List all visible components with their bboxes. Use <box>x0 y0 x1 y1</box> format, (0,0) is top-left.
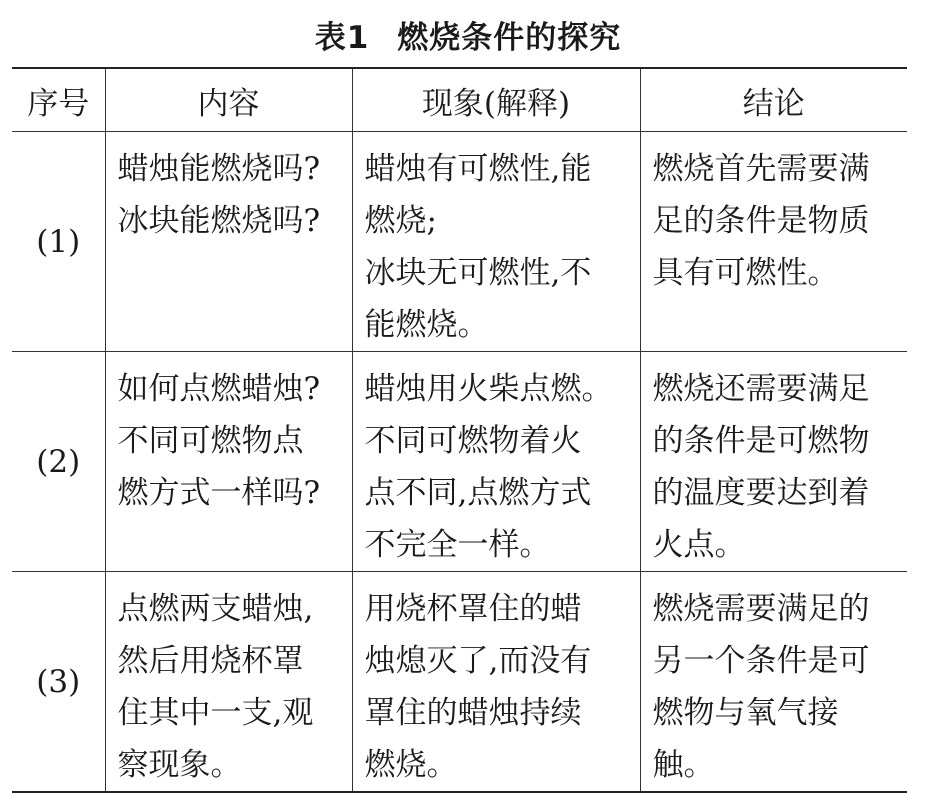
row-index: (1) <box>12 132 105 352</box>
content-cell <box>105 572 352 793</box>
combustion-table <box>12 67 907 793</box>
cell-line: 烛熄灭了,而没有 <box>364 643 592 679</box>
cell-line: 蜡烛有可燃性,能 <box>364 151 592 187</box>
cell-line: 燃物与氧气接 <box>652 695 839 731</box>
content-cell <box>105 132 352 352</box>
row-index: (2) <box>12 352 105 572</box>
header-phenomenon: 现象(解释) <box>352 68 640 132</box>
cell-line: 不完全一样。 <box>364 527 551 563</box>
cell-line: 燃烧; <box>364 203 437 239</box>
cell-line: 另一个条件是可 <box>652 643 870 679</box>
cell-line: 燃方式一样吗? <box>117 475 321 511</box>
cell-line: 触。 <box>652 747 715 783</box>
cell-line: 具有可燃性。 <box>652 255 839 291</box>
header-row <box>12 68 907 132</box>
cell-line: 的条件是可燃物 <box>652 423 870 459</box>
cell-line: 能燃烧。 <box>364 307 489 343</box>
cell-line: 如何点燃蜡烛? <box>117 371 321 407</box>
caption-number: 表1 <box>314 20 370 56</box>
cell-line: 的温度要达到着 <box>652 475 870 511</box>
table-row <box>12 352 907 572</box>
cell-line: 冰块能燃烧吗? <box>117 203 321 239</box>
cell-line: 蜡烛用火柴点燃。 <box>364 371 613 407</box>
cell-line: 不同可燃物点 <box>117 423 304 459</box>
cell-line: 冰块无可燃性,不 <box>364 255 592 291</box>
phenomenon-cell <box>352 132 640 352</box>
cell-line: 住其中一支,观 <box>117 695 314 731</box>
cell-line: 然后用烧杯罩 <box>117 643 304 679</box>
content-cell <box>105 352 352 572</box>
cell-line: 察现象。 <box>117 747 242 783</box>
cell-line: 火点。 <box>652 527 746 563</box>
cell-line: 不同可燃物着火 <box>364 423 582 459</box>
caption-text: 燃烧条件的探究 <box>397 20 622 56</box>
header-conclusion: 结论 <box>640 68 907 132</box>
cell-line: 点燃两支蜡烛, <box>117 591 314 627</box>
cell-line: 燃烧。 <box>364 747 458 783</box>
cell-line: 燃烧需要满足的 <box>652 591 870 627</box>
conclusion-cell <box>640 572 907 793</box>
table-caption <box>0 12 936 57</box>
cell-line: 足的条件是物质 <box>652 203 870 239</box>
cell-line: 燃烧还需要满足 <box>652 371 870 407</box>
cell-line: 燃烧首先需要满 <box>652 151 870 187</box>
header-content: 内容 <box>105 68 352 132</box>
cell-line: 用烧杯罩住的蜡 <box>364 591 582 627</box>
header-index: 序号 <box>12 68 105 132</box>
phenomenon-cell <box>352 352 640 572</box>
row-index: (3) <box>12 572 105 793</box>
table-row <box>12 572 907 793</box>
cell-line: 罩住的蜡烛持续 <box>364 695 582 731</box>
conclusion-cell <box>640 132 907 352</box>
cell-line: 点不同,点燃方式 <box>364 475 592 511</box>
table-row <box>12 132 907 352</box>
conclusion-cell <box>640 352 907 572</box>
phenomenon-cell <box>352 572 640 793</box>
cell-line: 蜡烛能燃烧吗? <box>117 151 321 187</box>
